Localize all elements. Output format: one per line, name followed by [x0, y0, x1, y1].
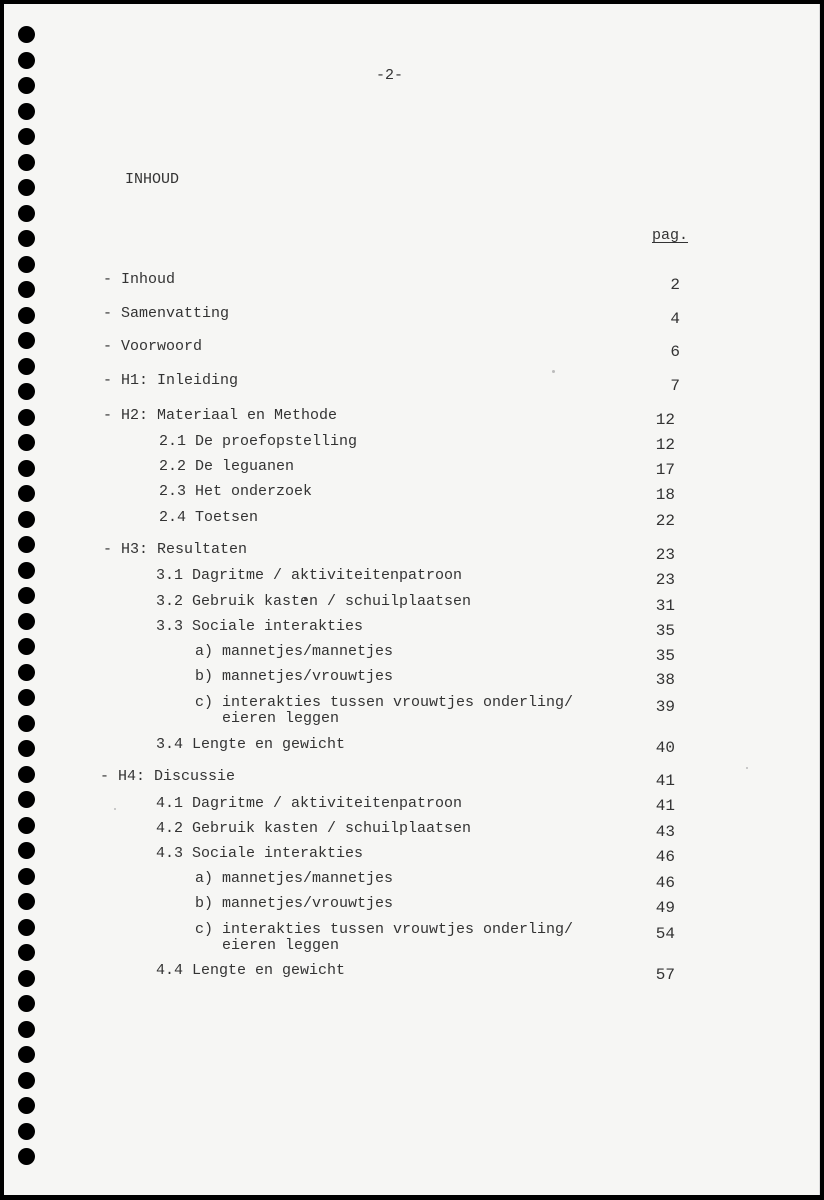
- toc-entry-label: - Voorwoord: [103, 338, 203, 355]
- toc-entry-label: b) mannetjes/vrouwtjes: [195, 668, 394, 685]
- toc-entry-label: - Samenvatting: [103, 305, 230, 322]
- toc-entry-label: 3.3 Sociale interakties: [156, 618, 364, 635]
- toc-entry-page: 39: [655, 698, 675, 716]
- toc-entry-page: 35: [655, 647, 675, 665]
- toc-entry-label: a) mannetjes/mannetjes: [195, 643, 394, 660]
- binding-hole: [18, 434, 35, 451]
- binding-hole: [18, 842, 35, 859]
- toc-entry-page: 46: [655, 848, 675, 866]
- toc-entry-label: - H3: Resultaten: [103, 541, 248, 558]
- binding-hole: [18, 740, 35, 757]
- toc-entry-page: 7: [670, 377, 680, 395]
- toc-entry-page: 2: [670, 276, 680, 294]
- binding-hole: [18, 664, 35, 681]
- binding-hole: [18, 562, 35, 579]
- binding-hole: [18, 995, 35, 1012]
- toc-entry-label: 2.4 Toetsen: [159, 509, 259, 526]
- toc-entry-label: 4.3 Sociale interakties: [156, 845, 364, 862]
- binding-hole: [18, 587, 35, 604]
- binding-hole: [18, 1046, 35, 1063]
- binding-hole: [18, 817, 35, 834]
- binding-hole: [18, 383, 35, 400]
- toc-entry-label: 4.4 Lengte en gewicht: [156, 962, 346, 979]
- binding-hole: [18, 689, 35, 706]
- toc-entry-label: c) interakties tussen vrouwtjes onderling/: [195, 921, 574, 938]
- binding-hole: [18, 1072, 35, 1089]
- toc-entry-label: 2.1 De proefopstelling: [159, 433, 358, 450]
- binding-hole: [18, 638, 35, 655]
- toc-entry-page: 17: [655, 461, 675, 479]
- toc-entry-label: 3.4 Lengte en gewicht: [156, 736, 346, 753]
- binding-hole: [18, 868, 35, 885]
- binding-hole: [18, 52, 35, 69]
- toc-entry-page: 40: [655, 739, 675, 757]
- toc-entry-label: 3.2 Gebruik kasten / schuilplaatsen: [156, 593, 472, 610]
- binding-hole: [18, 409, 35, 426]
- binding-hole: [18, 1123, 35, 1140]
- toc-entry-page: 41: [655, 772, 675, 790]
- toc-entry-page: 23: [655, 546, 675, 564]
- page-column-label: pag.: [652, 227, 689, 244]
- binding-hole: [18, 128, 35, 145]
- toc-entry-label: 4.2 Gebruik kasten / schuilplaatsen: [156, 820, 472, 837]
- toc-entry-page: 38: [655, 671, 675, 689]
- binding-hole: [18, 944, 35, 961]
- toc-entry-page: 12: [655, 411, 675, 429]
- toc-entry-label: 2.3 Het onderzoek: [159, 483, 313, 500]
- toc-entry-page: 54: [655, 925, 675, 943]
- binding-hole: [18, 205, 35, 222]
- toc-entry-page: 12: [655, 436, 675, 454]
- toc-entry-page: 49: [655, 899, 675, 917]
- binding-hole: [18, 1097, 35, 1114]
- binding-hole: [18, 332, 35, 349]
- binding-hole: [18, 103, 35, 120]
- toc-entry-page: 4: [670, 310, 680, 328]
- toc-entry-label: 4.1 Dagritme / aktiviteitenpatroon: [156, 795, 463, 812]
- binding-hole: [18, 256, 35, 273]
- binding-hole: [18, 613, 35, 630]
- toc-entry-page: 31: [655, 597, 675, 615]
- toc-entry-label: - H4: Discussie: [100, 768, 236, 785]
- toc-entry-label: b) mannetjes/vrouwtjes: [195, 895, 394, 912]
- toc-entry-page: 6: [670, 343, 680, 361]
- binding-hole: [18, 281, 35, 298]
- binding-hole: [18, 511, 35, 528]
- binding-hole: [18, 358, 35, 375]
- binding-hole: [18, 715, 35, 732]
- binding-hole: [18, 179, 35, 196]
- toc-entry-page: 23: [655, 571, 675, 589]
- binding-holes: [0, 0, 30, 1200]
- toc-entry-label: c) interakties tussen vrouwtjes onderling/: [195, 694, 574, 711]
- toc-entry-label: - Inhoud: [103, 271, 176, 288]
- binding-hole: [18, 791, 35, 808]
- document-page: [4, 4, 820, 1195]
- binding-hole: [18, 1021, 35, 1038]
- toc-entry-page: 41: [655, 797, 675, 815]
- binding-hole: [18, 154, 35, 171]
- binding-hole: [18, 536, 35, 553]
- binding-hole: [18, 307, 35, 324]
- toc-entry-label: - H2: Materiaal en Methode: [103, 407, 338, 424]
- toc-entry-page: 46: [655, 874, 675, 892]
- toc-entry-label: - H1: Inleiding: [103, 372, 239, 389]
- binding-hole: [18, 919, 35, 936]
- binding-hole: [18, 893, 35, 910]
- toc-entry-page: 22: [655, 512, 675, 530]
- toc-heading: INHOUD: [125, 171, 180, 188]
- binding-hole: [18, 766, 35, 783]
- toc-entry-page: 35: [655, 622, 675, 640]
- toc-entry-label: 2.2 De leguanen: [159, 458, 295, 475]
- toc-entry-page: 18: [655, 486, 675, 504]
- binding-hole: [18, 230, 35, 247]
- page-number: -2-: [376, 67, 404, 84]
- toc-entry-label-continued: eieren leggen: [222, 710, 340, 727]
- binding-hole: [18, 26, 35, 43]
- binding-hole: [18, 77, 35, 94]
- binding-hole: [18, 970, 35, 987]
- toc-entry-label: 3.1 Dagritme / aktiviteitenpatroon: [156, 567, 463, 584]
- toc-entry-label: a) mannetjes/mannetjes: [195, 870, 394, 887]
- binding-hole: [18, 460, 35, 477]
- binding-hole: [18, 485, 35, 502]
- toc-entry-page: 43: [655, 823, 675, 841]
- toc-entry-page: 57: [655, 966, 675, 984]
- toc-entry-label-continued: eieren leggen: [222, 937, 340, 954]
- binding-hole: [18, 1148, 35, 1165]
